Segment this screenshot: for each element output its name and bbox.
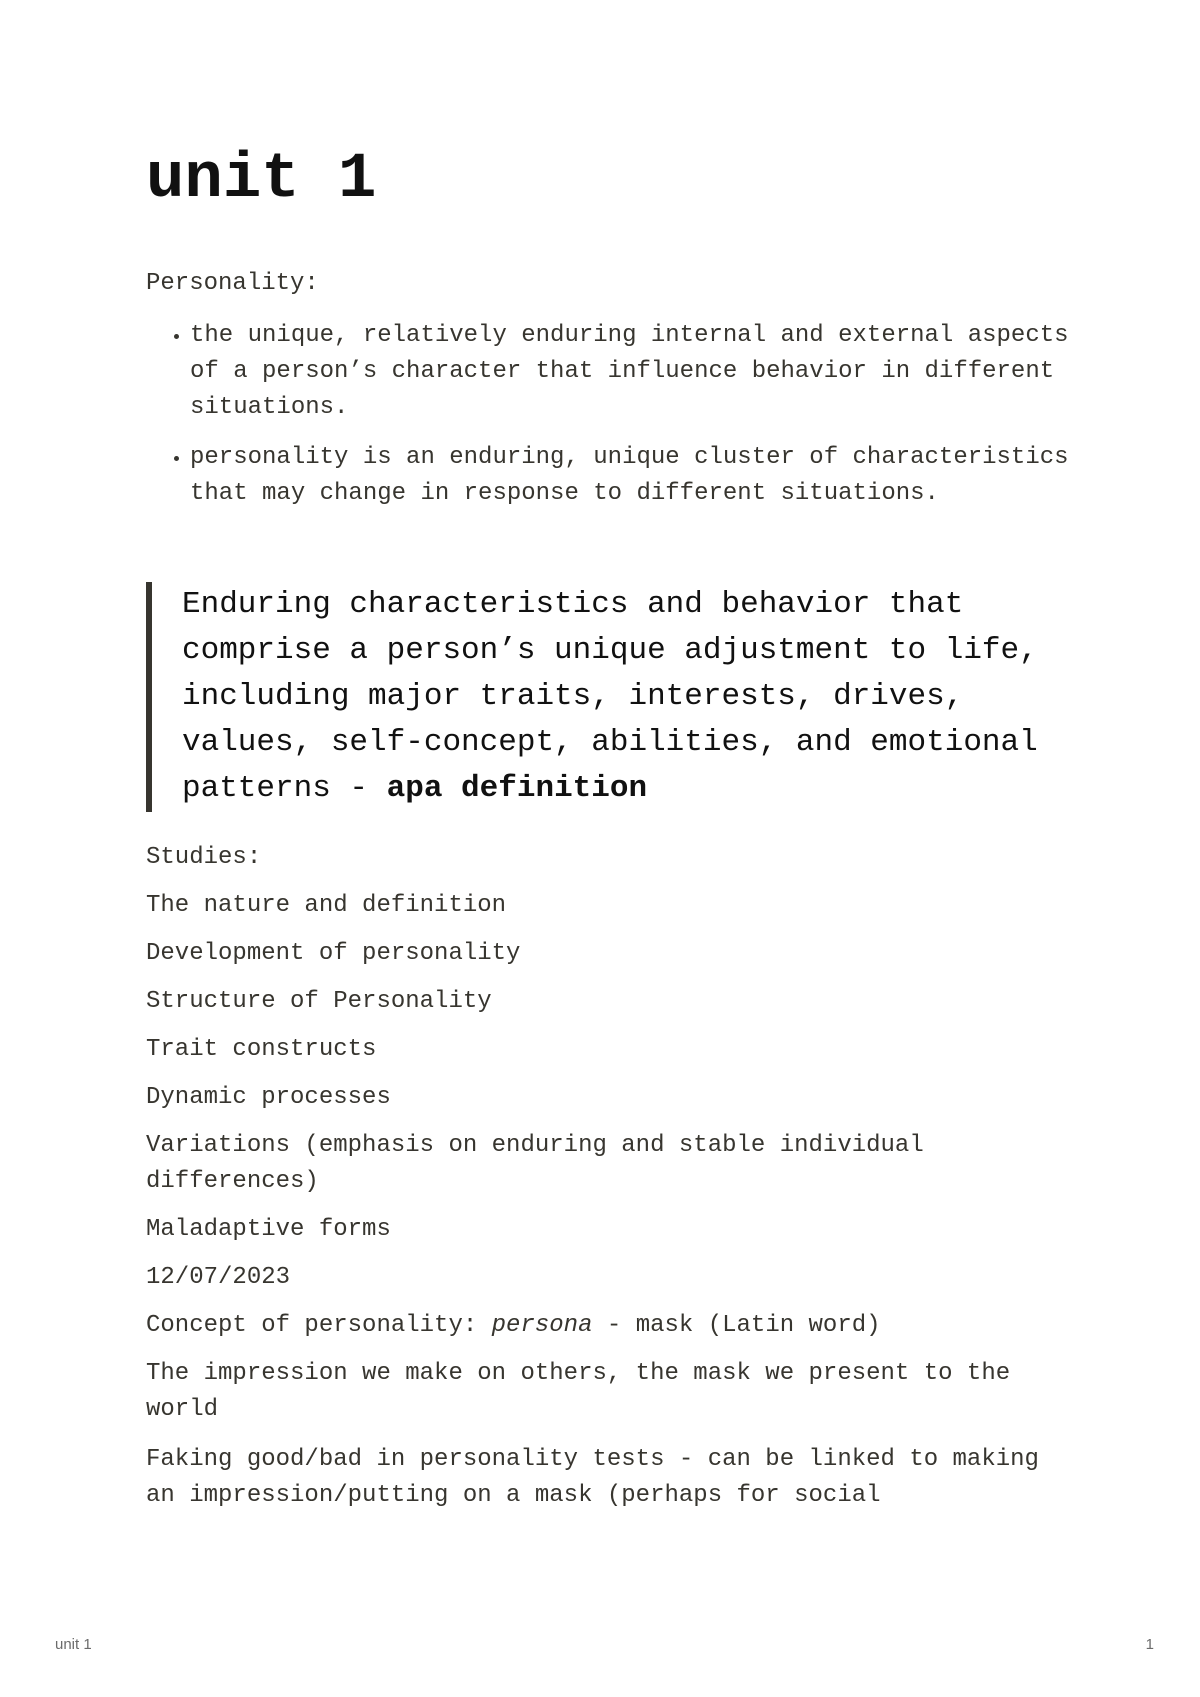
concept-prefix: Concept of personality: [146,1312,492,1339]
studies-item: Development of personality [146,940,521,967]
studies-label: Studies: [146,844,262,871]
quote-source: apa definition [386,771,648,806]
footer-doc-title: unit 1 [55,1636,92,1653]
studies-item: Trait constructs [146,1036,377,1063]
personality-label: Personality: [146,270,319,297]
apa-definition-quote [146,582,1046,812]
concept-suffix: - mask (Latin word) [592,1312,881,1339]
studies-item: Dynamic processes [146,1084,391,1111]
quote-body: Enduring characteristics and behavior that comprise a person’s unique adjustment to life, including major traits, interests, drives, values, self-concept, abilities, and emotional patterns - [182,587,1038,806]
quote-text [182,582,1046,812]
page-title: unit 1 [146,144,377,216]
footer-page-number: 1 [1145,1636,1154,1653]
personality-bullet-list [146,318,1090,526]
studies-item: Variations (emphasis on enduring and stable individual differences) [146,1132,924,1195]
list-item: • personality is an enduring, unique cluster of characteristics that may change in response to different situations. [190,440,1090,512]
studies-item: Structure of Personality [146,988,492,1015]
concept-italic: persona [491,1312,593,1339]
faking-text: Faking good/bad in personality tests - can be linked to making an impression/putting on a mask (perhaps for social [146,1446,1039,1509]
impression-text: The impression we make on others, the mask we present to the world [146,1360,1011,1423]
studies-item: The nature and definition [146,892,507,919]
list-item: • the unique, relatively enduring internal and external aspects of a person’s character that influence behavior in different situations. [190,318,1090,426]
studies-item: Maladaptive forms [146,1216,391,1243]
concept-line [146,1308,1066,1344]
date-text: 12/07/2023 [146,1264,291,1291]
